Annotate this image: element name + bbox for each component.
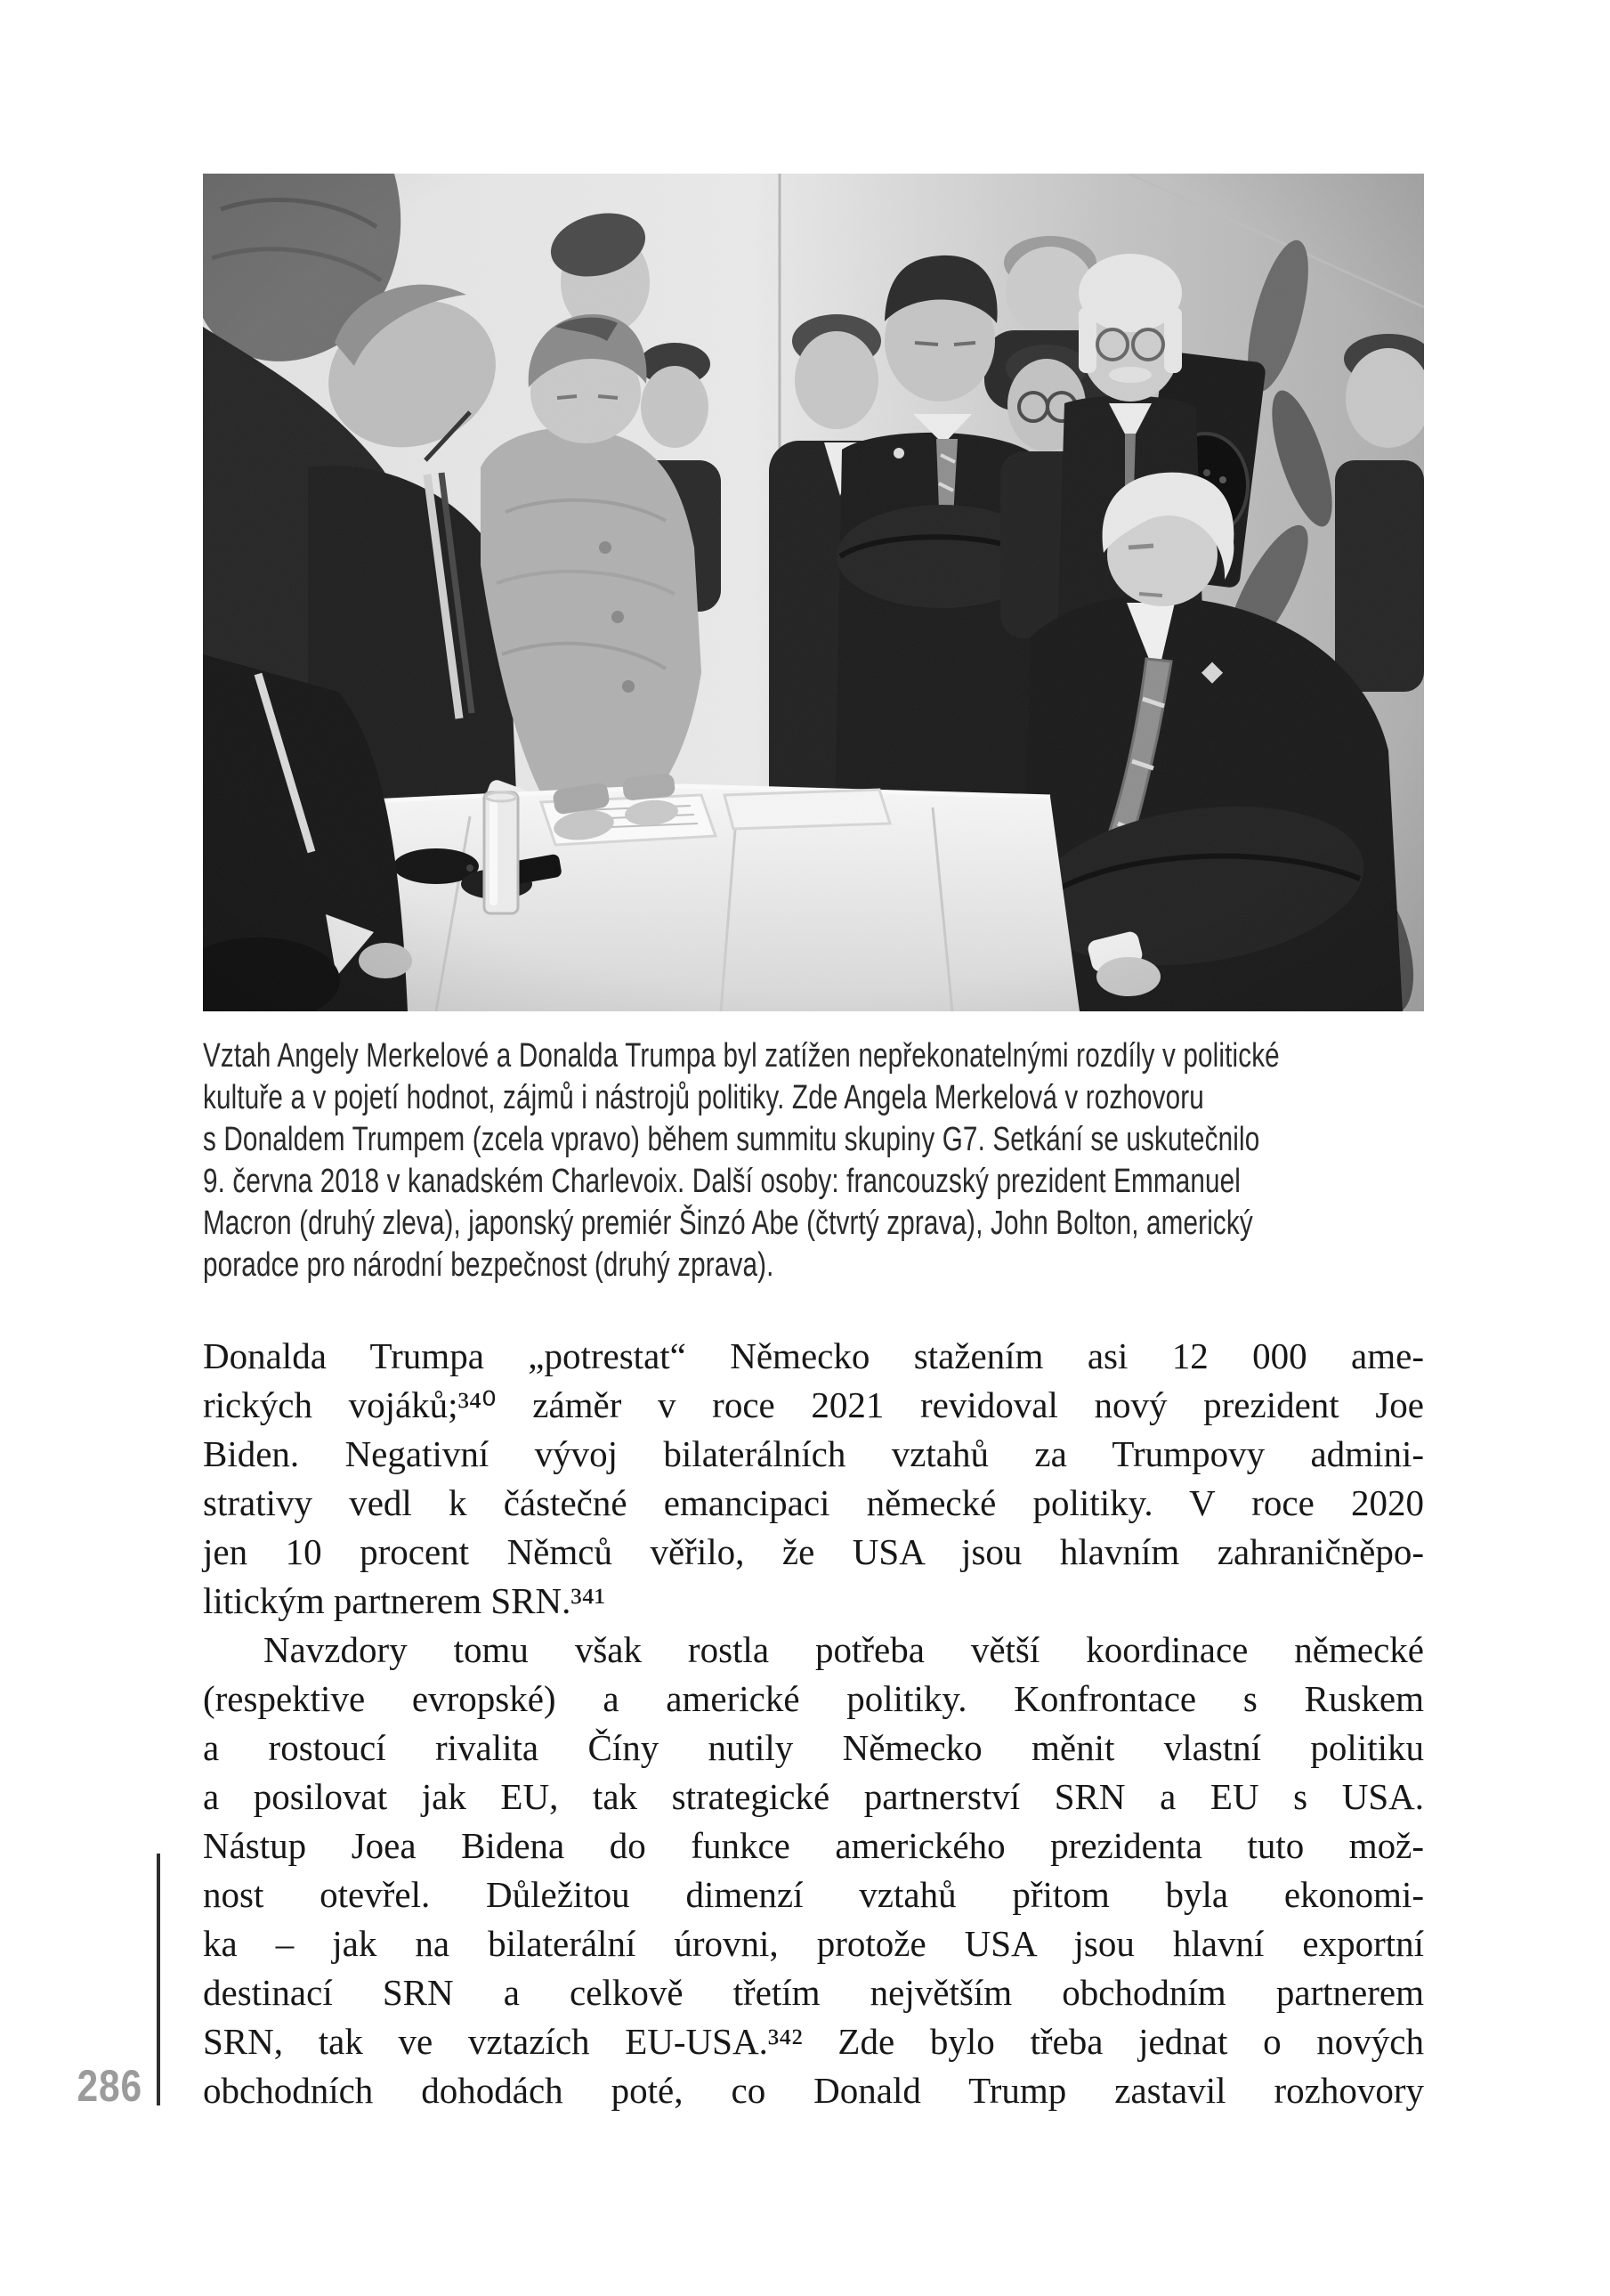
text-line: Biden. Negativní vývoj bilaterálních vztahů za Trumpovy admini- — [203, 1433, 1424, 1474]
text-line: SRN, tak ve vztazích EU-USA.³⁴² Zde bylo třeba jednat o nových — [203, 2021, 1424, 2062]
text-line: destinací SRN a celkově třetím největším obchodním partnerem — [203, 1972, 1424, 2013]
caption-line: 9. června 2018 v kanadském Charlevoix. Další osoby: francouzský prezident Emmanuel — [203, 1163, 1242, 1200]
text-line: jen 10 procent Němců věřilo, že USA jsou hlavním zahraničněpo- — [203, 1531, 1424, 1572]
caption-line: kultuře a v pojetí hodnot, zájmů i nástrojů politiky. Zde Angela Merkelová v rozhovoru — [203, 1079, 1204, 1116]
photo-caption — [203, 1035, 1424, 1295]
caption-line: Vztah Angely Merkelové a Donalda Trumpa byl zatížen nepřekonatelnými rozdíly v politické — [203, 1037, 1280, 1075]
paragraph-2 — [203, 1626, 1424, 2115]
caption-line: s Donaldem Trumpem (zcela vpravo) během summitu skupiny G7. Setkání se uskutečnilo — [203, 1121, 1260, 1158]
text-line: obchodních dohodách poté, co Donald Trump zastavil rozhovory — [203, 2070, 1424, 2111]
page-number: 286 — [77, 2061, 142, 2111]
text-line: a rostoucí rivalita Číny nutily Německo měnit vlastní politiku — [203, 1727, 1424, 1768]
photo-caption-lines — [203, 1035, 1424, 1286]
paragraph-1 — [203, 1332, 1424, 1626]
caption-line: Macron (druhý zleva), japonský premiér Šinzó Abe (čtvrtý zprava), John Bolton, americký — [203, 1205, 1253, 1242]
text-line: strativy vedl k částečné emancipaci německé politiky. V roce 2020 — [203, 1482, 1424, 1523]
photo-grain — [203, 174, 1424, 1011]
caption-line: poradce pro národní bezpečnost (druhý zprava). — [203, 1246, 774, 1284]
text-line: rických vojáků;³⁴⁰ záměr v roce 2021 revidoval nový prezident Joe — [203, 1384, 1424, 1425]
text-line: (respektive evropské) a americké politiky. Konfrontace s Ruskem — [203, 1678, 1424, 1719]
text-line: ka – jak na bilaterální úrovni, protože USA jsou hlavní exportní — [203, 1923, 1424, 1964]
text-line: Donalda Trumpa „potrestat“ Německo stažením asi 12 000 ame- — [203, 1335, 1424, 1376]
text-line: Nástup Joea Bidena do funkce amerického prezidenta tuto mož- — [203, 1825, 1424, 1866]
text-line: a posilovat jak EU, tak strategické partnerství SRN a EU s USA. — [203, 1776, 1424, 1817]
text-line: Navzdory tomu však rostla potřeba větší koordinace německé — [263, 1629, 1424, 1670]
margin-rule — [157, 1854, 160, 2105]
text-line: litickým partnerem SRN.³⁴¹ — [203, 1580, 606, 1621]
g7-photo — [203, 174, 1424, 1011]
text-line: nost otevřel. Důležitou dimenzí vztahů přitom byla ekonomi- — [203, 1874, 1424, 1915]
body-text — [203, 1332, 1424, 2115]
g7-photo-illustration — [203, 174, 1424, 1011]
